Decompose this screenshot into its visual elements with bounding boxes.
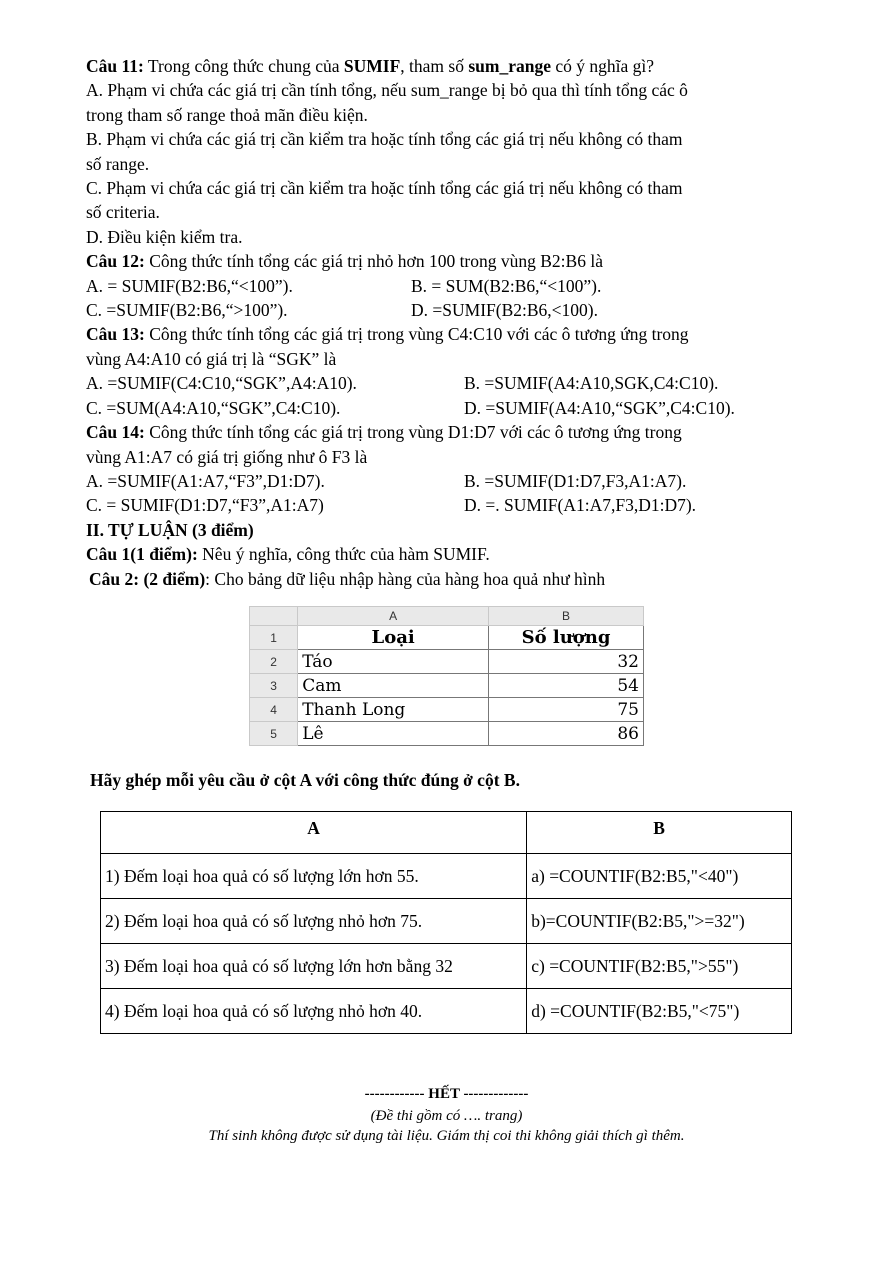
sheet-column-b-header: B (489, 607, 644, 626)
question-12-stem: Câu 12: Công thức tính tổng các giá trị nhỏ hơn 100 trong vùng B2:B6 là (86, 251, 603, 272)
question-12-option-d: D. =SUMIF(B2:B6,<100). (411, 300, 598, 321)
question-14-stem-line1: Câu 14: Công thức tính tổng các giá trị trong vùng D1:D7 với các ô tương ứng trong (86, 422, 682, 443)
matching-row (101, 989, 792, 1034)
matching-cell-b: a) =COUNTIF(B2:B5,"<40") (527, 854, 792, 899)
question-14-stem-line2: vùng A1:A7 có giá trị giống như ô F3 là (86, 446, 368, 467)
question-12-label: Câu 12: (86, 251, 145, 272)
question-11-label: Câu 11: (86, 56, 144, 76)
question-13-options-ab (86, 371, 816, 395)
question-11-option-b-line1: B. Phạm vi chứa các giá trị cần kiểm tra hoặc tính tổng các giá trị nếu không có tham (86, 129, 683, 150)
question-14-options-ab (86, 469, 816, 493)
question-13-options-cd (86, 396, 816, 420)
matching-cell-b: b)=COUNTIF(B2:B5,">=32") (527, 899, 792, 944)
exam-rules-note: Thí sinh không được sử dụng tài liệu. Giám thị coi thi không giải thích gì thêm. (208, 1128, 685, 1144)
sheet-row-number: 4 (250, 698, 298, 722)
question-11-option-a-line1: A. Phạm vi chứa các giá trị cần tính tổng, nếu sum_range bị bỏ qua thì tính tổng các ô (86, 80, 688, 101)
question-13-option-a: A. =SUMIF(C4:C10,“SGK”,A4:A10). (86, 373, 357, 394)
matching-header-b: B (527, 812, 792, 854)
essay-question-1: Câu 1(1 điểm): Nêu ý nghĩa, công thức của hàm SUMIF. (86, 544, 490, 565)
matching-row (101, 899, 792, 944)
spreadsheet-image (249, 606, 644, 746)
question-13-stem-line2: vùng A4:A10 có giá trị là “SGK” là (86, 348, 337, 369)
matching-header-a: A (101, 812, 527, 854)
matching-cell-b: d) =COUNTIF(B2:B5,"<75") (527, 989, 792, 1034)
sheet-column-a-header: A (298, 607, 489, 626)
essay-question-2: Câu 2: (2 điểm): Cho bảng dữ liệu nhập hàng của hàng hoa quả như hình (89, 568, 606, 589)
question-12-options-cd (86, 298, 816, 322)
question-11-option-a-line2: trong tham số range thoả mãn điều kiện. (86, 104, 368, 125)
question-14-option-b: B. =SUMIF(D1:D7,F3,A1:A7). (464, 470, 687, 491)
question-12-option-b: B. = SUM(B2:B6,“<100”). (411, 275, 602, 296)
section-2-heading: II. TỰ LUẬN (3 điểm) (86, 519, 254, 540)
sheet-cell-b: 32 (489, 650, 644, 674)
matching-cell-a: 3) Đếm loại hoa quả có số lượng lớn hơn bằng 32 (101, 944, 527, 989)
sheet-cell-a: Cam (298, 674, 489, 698)
sheet-cell-a: Lê (298, 722, 489, 746)
sheet-row (250, 698, 644, 722)
matching-cell-a: 4) Đếm loại hoa quả có số lượng nhỏ hơn 40. (101, 989, 527, 1034)
sheet-row-number: 3 (250, 674, 298, 698)
question-13-option-c: C. =SUM(A4:A10,“SGK”,C4:C10). (86, 397, 341, 418)
sheet-cell-b: 75 (489, 698, 644, 722)
question-12-options-ab (86, 274, 816, 298)
question-13-option-d: D. =SUMIF(A4:A10,“SGK”,C4:C10). (464, 397, 735, 418)
question-13-label: Câu 13: (86, 324, 145, 345)
question-14-option-a: A. =SUMIF(A1:A7,“F3”,D1:D7). (86, 470, 325, 491)
sheet-cell-a: Loại (298, 626, 489, 650)
question-11-option-c-line2: số criteria. (86, 202, 160, 223)
question-12-option-c: C. =SUMIF(B2:B6,“>100”). (86, 300, 288, 321)
sheet-row (250, 674, 644, 698)
matching-row (101, 944, 792, 989)
question-12-option-a: A. = SUMIF(B2:B6,“<100”). (86, 275, 293, 296)
question-14-options-cd (86, 493, 816, 517)
sheet-row (250, 650, 644, 674)
essay-question-2-label: Câu 2: (2 điểm) (89, 568, 206, 589)
question-13-stem-line1: Câu 13: Công thức tính tổng các giá trị trong vùng C4:C10 với các ô tương ứng trong (86, 324, 689, 345)
sheet-row (250, 626, 644, 650)
question-11-option-b-line2: số range. (86, 153, 150, 174)
matching-header-row (101, 812, 792, 854)
sheet-row-number: 1 (250, 626, 298, 650)
sheet-row-number: 2 (250, 650, 298, 674)
question-11-option-c-line1: C. Phạm vi chứa các giá trị cần kiểm tra hoặc tính tổng các giá trị nếu không có tham (86, 178, 683, 199)
sheet-cell-a: Thanh Long (298, 698, 489, 722)
page-count-note: (Đề thi gồm có …. trang) (370, 1108, 523, 1124)
exam-content (86, 54, 816, 591)
sheet-cell-b: Số lượng (489, 626, 644, 650)
matching-cell-a: 2) Đếm loại hoa quả có số lượng nhỏ hơn 75. (101, 899, 527, 944)
essay-question-1-label: Câu 1(1 điểm): (86, 544, 198, 565)
matching-instruction: Hãy ghép mỗi yêu cầu ở cột A với công thức đúng ở cột B. (90, 770, 520, 790)
matching-table (100, 811, 792, 1034)
sheet-row (250, 722, 644, 746)
sheet-row-number: 5 (250, 722, 298, 746)
matching-cell-b: c) =COUNTIF(B2:B5,">55") (527, 944, 792, 989)
matching-cell-a: 1) Đếm loại hoa quả có số lượng lớn hơn 55. (101, 854, 527, 899)
sheet-column-header-row (250, 607, 644, 626)
end-marker: ------------ HẾT ------------- (364, 1086, 529, 1102)
sheet-corner (250, 607, 298, 626)
question-14-label: Câu 14: (86, 422, 145, 443)
sheet-cell-a: Táo (298, 650, 489, 674)
sheet-cell-b: 54 (489, 674, 644, 698)
question-14-option-d: D. =. SUMIF(A1:A7,F3,D1:D7). (464, 495, 697, 516)
question-11-option-d: D. Điều kiện kiểm tra. (86, 226, 243, 247)
question-13-option-b: B. =SUMIF(A4:A10,SGK,C4:C10). (464, 373, 719, 394)
question-11-stem: Câu 11: Trong công thức chung của SUMIF, tham số sum_range có ý nghĩa gì? (86, 56, 655, 76)
sheet-cell-b: 86 (489, 722, 644, 746)
question-14-option-c: C. = SUMIF(D1:D7,“F3”,A1:A7) (86, 495, 324, 516)
matching-row (101, 854, 792, 899)
